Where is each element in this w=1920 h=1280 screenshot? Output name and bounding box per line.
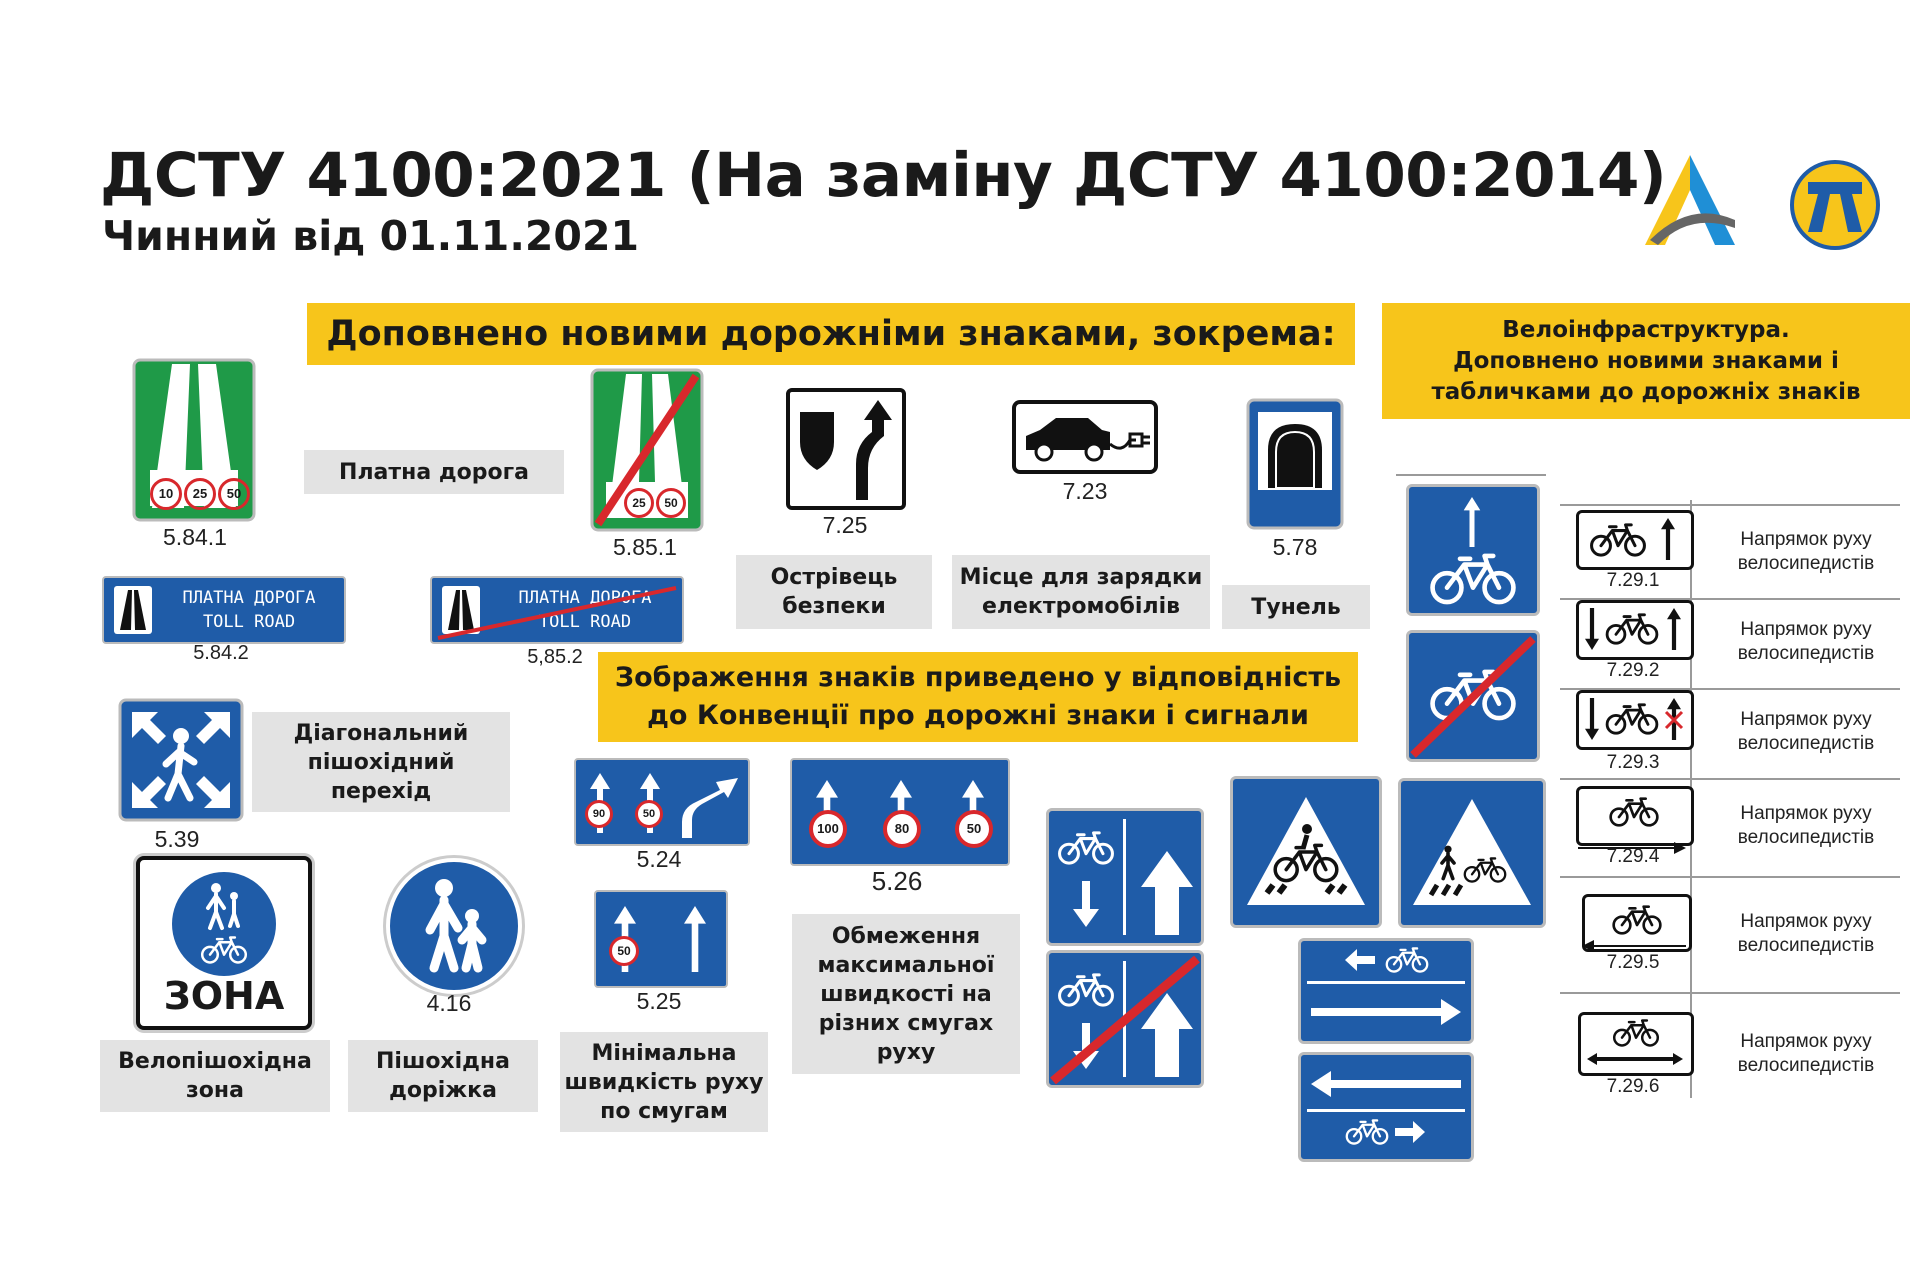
sign-4-16	[386, 858, 522, 994]
sign-5-85-1-speeds: 25 50	[624, 488, 686, 518]
plate-7-29-2	[1576, 600, 1694, 660]
plate-code: 7.29.5	[1606, 952, 1660, 973]
label-charging: Місце для зарядки електромобілів	[952, 555, 1210, 629]
label-velo-zone: Велопішохідна зона	[100, 1040, 330, 1112]
convention-banner: Зображення знаків приведено у відповідність до Конвенції про дорожні знаки і сигнали	[598, 652, 1358, 742]
sign-5-24: 90 50	[574, 758, 750, 846]
plate-name: Напрямок руху велосипедистів	[1737, 619, 1875, 664]
sign-velo-zone	[136, 856, 312, 1030]
num-5-84-1: 5.84.1	[163, 524, 227, 550]
road-icon	[114, 586, 152, 634]
num-5-26: 5.26	[871, 866, 923, 896]
plate-code: 7.29.2	[1606, 660, 1660, 681]
velo-zone-circle	[172, 872, 276, 976]
num-7-25: 7.25	[822, 512, 868, 538]
plate-7-29-1	[1576, 510, 1694, 570]
plate-code: 7.29.3	[1606, 752, 1660, 773]
sign-5-78	[1246, 398, 1344, 530]
plate-name: Напрямок руху велосипедистів	[1737, 911, 1875, 956]
plate-name: Напрямок руху велосипедистів	[1737, 803, 1875, 848]
num-4-16: 4.16	[426, 990, 472, 1016]
label-tunnel: Тунель	[1222, 585, 1370, 629]
sign-5-85-2: ПЛАТНА ДОРОГА TOLL ROAD	[430, 576, 684, 644]
plate-code: 7.29.4	[1606, 846, 1660, 867]
sign-lanes-bike-right	[1298, 1052, 1474, 1162]
label-footpath: Пішохідна доріжка	[348, 1040, 538, 1112]
velo-banner: Велоінфраструктура. Доповнено новими знаками і табличками до дорожніх знаків	[1382, 303, 1910, 419]
num-5-39: 5.39	[154, 826, 200, 852]
num-5-85-2: 5,85.2	[527, 646, 583, 668]
plate-7-29-4	[1576, 786, 1694, 846]
plate-7-29-3	[1576, 690, 1694, 750]
sign-7-25	[786, 388, 906, 510]
num-5-85-1: 5.85.1	[613, 534, 677, 560]
num-5-25: 5.25	[636, 988, 682, 1014]
num-5-24: 5.24	[636, 846, 682, 872]
sign-lanes-left-bike	[1298, 938, 1474, 1044]
plate-code: 7.29.1	[1606, 570, 1660, 591]
num-5-84-2: 5.84.2	[193, 642, 249, 664]
sign-5-26: 100 80 50	[790, 758, 1010, 866]
plate-name: Напрямок руху велосипедистів	[1737, 529, 1875, 574]
label-diagonal: Діагональний пішохідний перехід	[252, 712, 510, 812]
page-title: ДСТУ 4100:2021 (На заміну ДСТУ 4100:2014)	[100, 140, 1667, 211]
sign-5-84-1-speeds: 10 25 50	[150, 478, 250, 510]
sign-7-23	[1012, 400, 1158, 474]
label-min-speed: Мінімальна швидкість руху по смугам	[560, 1032, 768, 1132]
sign-bike-path	[1406, 484, 1540, 616]
label-island: Острівець безпеки	[736, 555, 932, 629]
plate-name: Напрямок руху велосипедистів	[1737, 1031, 1875, 1076]
zone-text: ЗОНА	[163, 974, 285, 1018]
label-max-speed: Обмеження максимальної швидкості на різних смугах руху	[792, 914, 1020, 1074]
page-subtitle: Чинний від 01.11.2021	[102, 212, 640, 260]
plate-name: Напрямок руху велосипедистів	[1737, 709, 1875, 754]
num-7-23: 7.23	[1062, 478, 1108, 504]
sign-5-25: 50	[594, 890, 728, 988]
highway-emblem-icon	[1790, 160, 1880, 250]
ukravtodor-logo-icon	[1640, 150, 1740, 250]
plate-7-29-6	[1578, 1012, 1694, 1076]
num-5-78: 5.78	[1272, 534, 1318, 560]
plate-code: 7.29.6	[1606, 1076, 1660, 1097]
sign-bike-lane	[1046, 808, 1204, 946]
sign-bike-path-end	[1406, 630, 1540, 762]
new-signs-banner: Доповнено новими дорожніми знаками, зокрема:	[307, 303, 1355, 365]
sign-bike-crossing	[1230, 776, 1382, 928]
sign-ped-bike-crossing	[1398, 778, 1546, 928]
sign-5-39	[118, 698, 244, 822]
sign-5-84-2: ПЛАТНА ДОРОГА TOLL ROAD	[102, 576, 346, 644]
label-toll-road: Платна дорога	[304, 450, 564, 494]
sign-bike-lane-end	[1046, 950, 1204, 1088]
